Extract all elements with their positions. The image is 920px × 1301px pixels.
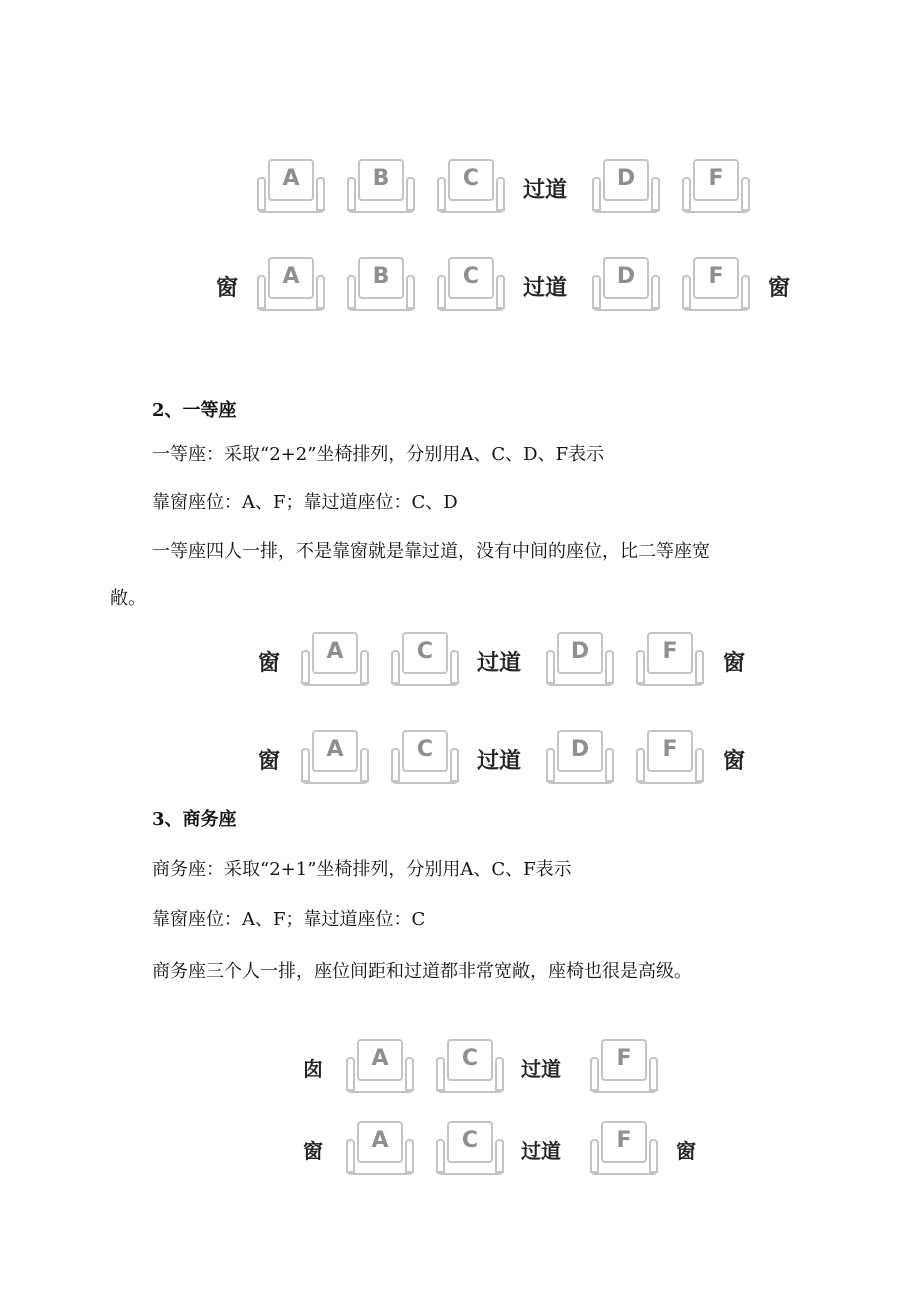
seat-letter: A [326, 639, 344, 664]
seat-shape [405, 1139, 414, 1173]
seat-f [588, 1035, 660, 1101]
seat-shape [695, 748, 704, 782]
seat-shape [546, 650, 555, 684]
seat-shape [391, 650, 400, 684]
seat-shape [347, 177, 356, 211]
window-label: 窗 [768, 276, 791, 301]
seat-letter: C [416, 639, 434, 664]
seat-d [590, 155, 662, 221]
seat-shape [636, 650, 645, 684]
window-label: 窗 [303, 1139, 323, 1163]
window-label: 窗 [676, 1139, 696, 1163]
seat-shape [496, 275, 505, 309]
seat-letter: C [461, 1128, 479, 1153]
seat-d [544, 628, 616, 694]
seat-c [435, 155, 507, 221]
seat-letter: B [372, 264, 390, 289]
second-class-row-1 [0, 155, 920, 235]
seat-shape [651, 275, 660, 309]
seat-letter: A [282, 264, 300, 289]
seat-letter: F [662, 737, 678, 762]
seat-c [389, 726, 461, 792]
section-3-line-3: 商务座三个人一排，座位间距和过道都非常宽敞，座椅也很是高级。 [152, 961, 692, 982]
seat-shape [437, 177, 446, 211]
seat-shape [741, 177, 750, 211]
seat-shape [590, 1057, 599, 1091]
seat-shape [450, 748, 459, 782]
seat-shape [360, 650, 369, 684]
seat-a [344, 1117, 416, 1183]
seat-letter: C [462, 264, 480, 289]
seat-c [434, 1035, 506, 1101]
seat-shape [347, 275, 356, 309]
seat-b [345, 253, 417, 319]
seat-letter: F [708, 264, 724, 289]
seat-a [344, 1035, 416, 1101]
seat-a [299, 628, 371, 694]
aisle-label: 过道 [521, 1057, 561, 1081]
seat-letter: D [616, 264, 636, 289]
section-2-line-1: 一等座：采取“2+2”坐椅排列，分别用A、C、D、F表示 [152, 444, 605, 465]
window-label: 囱 [303, 1057, 323, 1081]
seat-letter: A [282, 166, 300, 191]
seat-shape [605, 650, 614, 684]
aisle-label: 过道 [477, 651, 522, 676]
seat-shape [592, 177, 601, 211]
second-class-row-2 [0, 253, 920, 333]
seat-letter: C [461, 1046, 479, 1071]
seat-letter: C [416, 737, 434, 762]
window-label: 窗 [258, 749, 281, 774]
seat-b [345, 155, 417, 221]
seat-f [634, 628, 706, 694]
seat-shape [257, 275, 266, 309]
seat-shape [450, 650, 459, 684]
seat-letter: D [570, 737, 590, 762]
section-2-heading: 2、一等座 [152, 400, 237, 421]
seat-letter: B [372, 166, 390, 191]
seat-a [299, 726, 371, 792]
window-label: 窗 [216, 276, 239, 301]
seat-shape [651, 177, 660, 211]
window-label: 窗 [723, 651, 746, 676]
seat-shape [301, 650, 310, 684]
seat-c [435, 253, 507, 319]
seat-f [680, 155, 752, 221]
seat-f [588, 1117, 660, 1183]
section-2-line-2: 靠窗座位：A、F；靠过道座位：C、D [152, 492, 458, 513]
seat-letter: C [462, 166, 480, 191]
seat-a [255, 253, 327, 319]
section-2-line-3: 一等座四人一排，不是靠窗就是靠过道，没有中间的座位，比二等座宽 [152, 541, 710, 562]
seat-shape [391, 748, 400, 782]
seat-letter: A [371, 1128, 389, 1153]
first-class-row-2 [0, 726, 920, 806]
seat-shape [437, 275, 446, 309]
seat-letter: F [662, 639, 678, 664]
seat-shape [682, 275, 691, 309]
seat-shape [741, 275, 750, 309]
seat-letter: F [616, 1046, 632, 1071]
business-class-row-1 [0, 1035, 920, 1115]
seat-shape [605, 748, 614, 782]
window-label: 窗 [723, 749, 746, 774]
section-2-line-3-cont: 敞。 [110, 588, 146, 609]
aisle-label: 过道 [477, 749, 522, 774]
seat-shape [546, 748, 555, 782]
seat-letter: D [616, 166, 636, 191]
seat-d [590, 253, 662, 319]
seat-d [544, 726, 616, 792]
seat-letter: A [371, 1046, 389, 1071]
aisle-label: 过道 [523, 276, 568, 301]
seat-shape [695, 650, 704, 684]
seat-shape [257, 177, 266, 211]
seat-shape [406, 275, 415, 309]
first-class-row-1 [0, 628, 920, 708]
seat-shape [496, 177, 505, 211]
seat-shape [682, 177, 691, 211]
seat-letter: A [326, 737, 344, 762]
aisle-label: 过道 [523, 178, 568, 203]
seat-letter: F [616, 1128, 632, 1153]
seat-f [634, 726, 706, 792]
window-label: 窗 [258, 651, 281, 676]
seat-letter: F [708, 166, 724, 191]
seat-shape [495, 1057, 504, 1091]
aisle-label: 过道 [521, 1139, 561, 1163]
seat-shape [301, 748, 310, 782]
seat-shape [346, 1139, 355, 1173]
seat-shape [590, 1139, 599, 1173]
seat-shape [346, 1057, 355, 1091]
seat-shape [316, 177, 325, 211]
seat-c [389, 628, 461, 694]
seat-shape [436, 1057, 445, 1091]
seat-letter: D [570, 639, 590, 664]
seat-shape [649, 1139, 658, 1173]
seat-shape [436, 1139, 445, 1173]
section-3-line-1: 商务座：采取“2+1”坐椅排列，分别用A、C、F表示 [152, 859, 572, 880]
seat-c [434, 1117, 506, 1183]
seat-shape [316, 275, 325, 309]
section-3-line-2: 靠窗座位：A、F；靠过道座位：C [152, 909, 426, 930]
seat-shape [360, 748, 369, 782]
seat-shape [592, 275, 601, 309]
seat-shape [405, 1057, 414, 1091]
business-class-row-2 [0, 1117, 920, 1197]
seat-shape [636, 748, 645, 782]
seat-shape [495, 1139, 504, 1173]
seat-shape [406, 177, 415, 211]
seat-a [255, 155, 327, 221]
seat-shape [649, 1057, 658, 1091]
section-3-heading: 3、商务座 [152, 809, 237, 830]
seat-f [680, 253, 752, 319]
